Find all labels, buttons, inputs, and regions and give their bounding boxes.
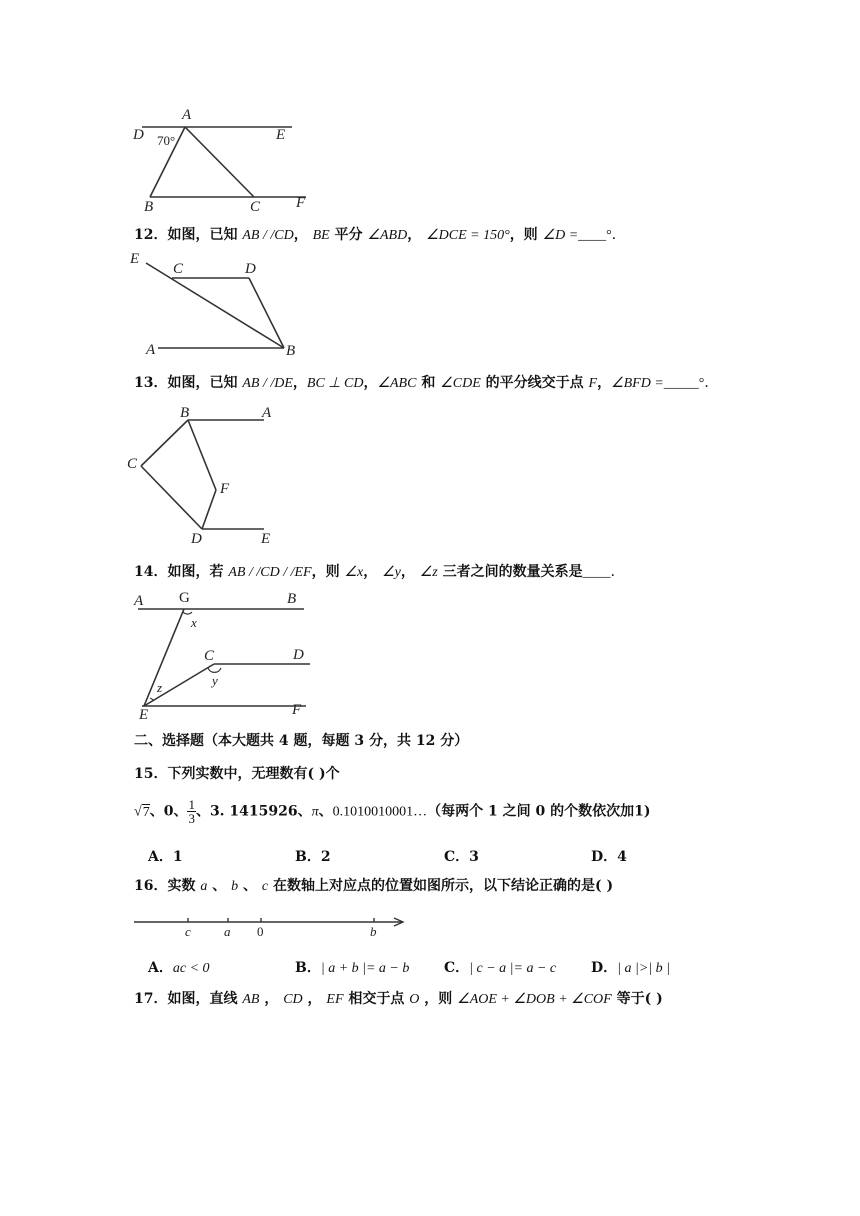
math: a <box>200 879 208 894</box>
label-b: B <box>180 405 190 421</box>
label-b: B <box>286 343 296 359</box>
separator: 、 <box>318 803 333 820</box>
text: 如图，已知 <box>167 227 243 243</box>
math: ∠ABD <box>367 228 408 243</box>
sqrt-7: √7 <box>134 804 150 820</box>
text: ， <box>407 227 427 243</box>
segment-cd <box>141 466 202 529</box>
number-line <box>130 912 410 942</box>
answer-blank: ____． <box>582 565 625 580</box>
math: AB / /CD / /EF <box>228 565 312 580</box>
segment-ac <box>185 127 254 197</box>
segment-ge <box>144 609 184 706</box>
segment-bf <box>188 420 216 490</box>
option-a[interactable]: A．1 <box>148 849 183 865</box>
question-13 <box>134 376 718 391</box>
option-letter: D． <box>591 960 618 976</box>
label-b: B <box>144 199 154 215</box>
text: ， <box>597 375 612 391</box>
question-15 <box>134 767 340 782</box>
label-d: D <box>245 261 256 277</box>
figure-q12 <box>128 250 318 362</box>
label-e: E <box>139 707 149 723</box>
text: ，则 <box>311 564 345 580</box>
axis-label-c: c <box>185 924 191 939</box>
fraction-denominator: 3 <box>188 811 195 826</box>
text: 的平分线交于点 <box>480 375 589 391</box>
math: EF <box>326 992 344 1007</box>
axis-label-zero: 0 <box>257 924 264 939</box>
text: ， <box>259 991 284 1007</box>
option-expression: | a |>| b | <box>617 961 670 976</box>
fraction-one-third <box>187 798 196 825</box>
separator: 、 <box>173 803 188 820</box>
label-f: F <box>220 481 230 497</box>
text: 下列实数中，无理数有( )个 <box>167 766 340 782</box>
text: 、 <box>207 878 232 894</box>
label-c: C <box>250 199 261 215</box>
symbol-pi: π <box>311 804 319 820</box>
label-c: C <box>127 456 138 472</box>
option-b[interactable]: B．2 <box>295 849 331 865</box>
option-letter: A． <box>148 960 173 976</box>
label-c: C <box>204 648 215 664</box>
label-a: A <box>146 342 156 358</box>
math: ∠D = <box>542 228 579 243</box>
label-y: y <box>212 673 218 688</box>
math: ∠x <box>344 565 364 580</box>
option-c[interactable] <box>444 957 556 977</box>
text: ， <box>363 375 378 391</box>
number-line-axis <box>130 912 410 942</box>
figure-q13 <box>124 402 284 550</box>
question-number: 15． <box>134 766 168 782</box>
label-x: x <box>191 615 197 630</box>
separator: 、 <box>195 803 210 820</box>
label-b: B <box>287 591 297 607</box>
text: ， <box>302 991 327 1007</box>
question-number: 12． <box>134 227 168 243</box>
option-d[interactable] <box>591 957 670 977</box>
angle-arc-y <box>208 668 221 672</box>
math: BC ⊥ CD <box>306 376 364 391</box>
figure-q13-lines <box>124 402 284 550</box>
label-a: A <box>182 107 192 123</box>
axis-label-b: b <box>370 924 377 939</box>
option-expression: ac < 0 <box>172 961 210 976</box>
math: ∠ABC <box>377 376 417 391</box>
math: AB / /CD <box>242 228 294 243</box>
section-2-heading: 二、选择题（本大题共 4 题，每题 3 分，共 12 分） <box>134 733 469 749</box>
axis-label-a: a <box>224 924 231 939</box>
answer-blank: ____°． <box>578 228 626 243</box>
answer-blank: _____°． <box>663 376 719 391</box>
option-expression: | c − a |= a − c <box>469 961 557 976</box>
option-letter: B． <box>295 960 321 976</box>
label-f: F <box>292 702 302 718</box>
label-a: A <box>134 593 144 609</box>
math: ∠y <box>382 565 401 580</box>
text: 在数轴上对应点的位置如图所示，以下结论正确的是( ) <box>268 878 614 894</box>
option-expression: | a + b |= a − b <box>320 961 410 976</box>
text: 如图，若 <box>167 564 229 580</box>
option-a[interactable] <box>148 957 210 977</box>
label-g: G <box>179 590 190 606</box>
angle-label-70: 70° <box>157 133 176 148</box>
math: b <box>231 879 239 894</box>
math: AB / /DE <box>242 376 293 391</box>
math: BE <box>312 228 330 243</box>
question-12 <box>134 228 626 243</box>
text: 和 <box>416 375 441 391</box>
text: ， <box>292 375 307 391</box>
number-decimal: 0.1010010001… <box>332 804 428 820</box>
question-14 <box>134 565 625 580</box>
figure-q11 <box>130 104 330 216</box>
segment-bc <box>141 420 188 466</box>
math: ∠DCE = 150° <box>426 228 510 243</box>
math: CD <box>283 992 303 1007</box>
label-c: C <box>173 261 184 277</box>
sqrt-radicand: 7 <box>142 804 150 820</box>
text: ， <box>293 227 313 243</box>
text: 三者之间的数量关系是 <box>437 564 583 580</box>
question-number: 13． <box>134 375 168 391</box>
question-16 <box>134 879 613 894</box>
number-pi-approx: 3. 1415926 <box>209 803 298 820</box>
label-e: E <box>261 531 271 547</box>
label-e: E <box>276 127 286 143</box>
text: ， <box>400 564 420 580</box>
math: ∠CDE <box>440 376 481 391</box>
label-z: z <box>157 680 163 695</box>
math: F <box>588 376 598 391</box>
segment-fd <box>202 490 216 529</box>
option-b[interactable] <box>295 957 409 977</box>
fraction-numerator: 1 <box>188 797 195 812</box>
question-15-numbers <box>134 798 650 825</box>
math: ∠BFD = <box>611 376 664 391</box>
separator: 、 <box>297 803 312 820</box>
label-f: F <box>296 195 306 211</box>
angle-arc-x <box>183 612 192 614</box>
label-e: E <box>130 251 140 267</box>
question-17 <box>134 992 663 1007</box>
text: 如图，直线 <box>167 991 243 1007</box>
note: （每两个 1 之间 0 的个数依次加1) <box>427 803 651 820</box>
question-number: 17． <box>134 991 168 1007</box>
text: ，则 <box>509 227 543 243</box>
figure-q14 <box>130 588 320 722</box>
text: ，则 <box>419 991 458 1007</box>
math: AB <box>242 992 260 1007</box>
text: 等于( ) <box>611 991 663 1007</box>
text: 如图，已知 <box>167 375 243 391</box>
text: 相交于点 <box>343 991 410 1007</box>
text: 平分 <box>329 227 368 243</box>
label-a: A <box>262 405 272 421</box>
number-zero: 0 <box>163 803 174 820</box>
math: ∠z <box>419 565 438 580</box>
option-c[interactable]: C．3 <box>444 849 479 865</box>
option-letter: C． <box>444 960 470 976</box>
segment-ec <box>144 664 214 706</box>
math: ∠AOE + ∠DOB + ∠COF <box>457 992 612 1007</box>
text: ， <box>363 564 383 580</box>
separator: 、 <box>149 803 164 820</box>
label-d: D <box>293 647 304 663</box>
label-d: D <box>133 127 144 143</box>
option-d[interactable]: D．4 <box>591 849 627 865</box>
question-number: 14． <box>134 564 168 580</box>
label-d: D <box>191 531 202 547</box>
question-number: 16． <box>134 878 168 894</box>
math: O <box>409 992 420 1007</box>
math: c <box>261 879 269 894</box>
text: 实数 <box>167 878 201 894</box>
text: 、 <box>238 878 262 894</box>
